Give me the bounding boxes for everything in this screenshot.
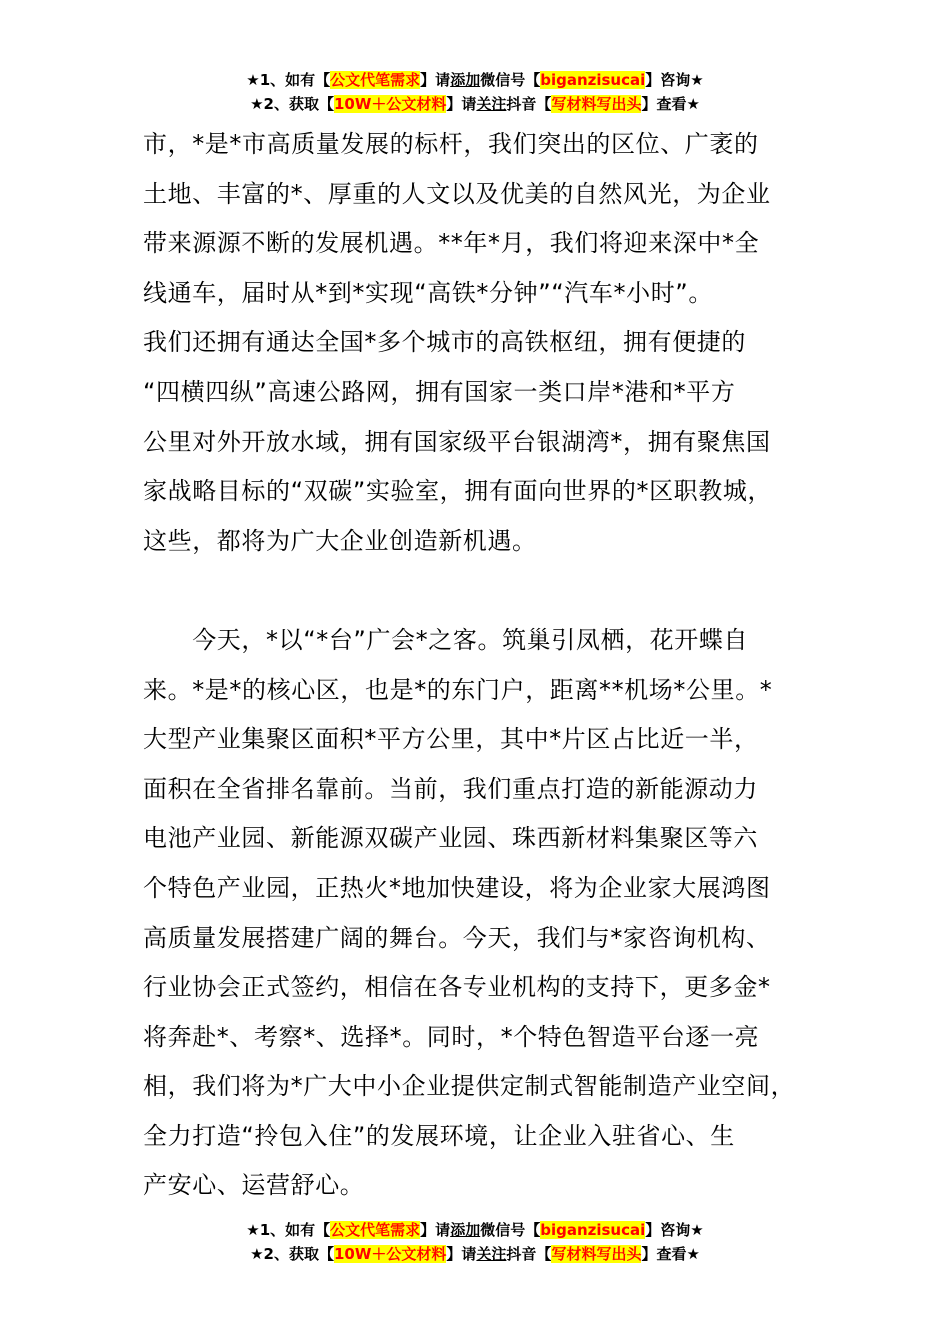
footer-banner-line-1: ★1、如有【公文代笔需求】请添加微信号【biganzisucai】咨询★ bbox=[246, 1221, 704, 1239]
paragraph-2 bbox=[143, 616, 833, 1211]
footer-highlight-wechat-id: biganzisucai bbox=[540, 1221, 646, 1239]
paragraph-line: 今天，*以“*台”广会*之客。筑巢引凤栖，花开蝶自 bbox=[143, 625, 749, 654]
paragraph-line: 线通车，届时从*到*实现“高铁*分钟”“汽车*小时”。 bbox=[143, 278, 713, 307]
footer-banner-line-2: ★2、获取【10W＋公文材料】请关注抖音【写材料写出头】查看★ bbox=[250, 1245, 700, 1263]
header-highlight-materials: 10W＋公文材料 bbox=[333, 95, 447, 113]
paragraph-line: 电池产业园、新能源双碳产业园、珠西新材料集聚区等六 bbox=[143, 824, 758, 853]
header-banner-line-1: ★1、如有【公文代笔需求】请添加微信号【biganzisucai】咨询★ bbox=[246, 71, 704, 89]
paragraph-line: 面积在全省排名靠前。当前，我们重点打造的新能源动力 bbox=[143, 774, 758, 803]
paragraph-line: 产安心、运营舒心。 bbox=[143, 1171, 365, 1200]
paragraph-line: “四横四纵”高速公路网，拥有国家一类口岸*港和*平方 bbox=[143, 377, 736, 406]
document-body bbox=[143, 120, 833, 1211]
paragraph-1 bbox=[143, 120, 833, 566]
paragraph-line: 相，我们将为*广大中小企业提供定制式智能制造产业空间， bbox=[143, 1072, 796, 1101]
paragraph-line: 我们还拥有通达全国*多个城市的高铁枢纽，拥有便捷的 bbox=[143, 328, 746, 357]
paragraph-line: 带来源源不断的发展机遇。**年*月，我们将迎来深中*全 bbox=[143, 229, 760, 258]
footer-underline-add: 添加 bbox=[450, 1221, 481, 1239]
footer-highlight-materials: 10W＋公文材料 bbox=[333, 1245, 447, 1263]
paragraph-spacer bbox=[143, 566, 833, 616]
footer-underline-follow: 关注 bbox=[476, 1245, 507, 1263]
paragraph-line: 行业协会正式签约，相信在各专业机构的支持下，更多金* bbox=[143, 973, 771, 1002]
paragraph-line: 来。*是*的核心区，也是*的东门户，距离**机场*公里。* bbox=[143, 675, 773, 704]
paragraph-line: 市，*是*市高质量发展的标杆，我们突出的区位、广袤的 bbox=[143, 130, 759, 158]
paragraph-line: 这些，都将为广大企业创造新机遇。 bbox=[143, 526, 537, 555]
paragraph-line: 将奔赴*、考察*、选择*。同时，*个特色智造平台逐一亮 bbox=[143, 1022, 760, 1051]
footer-banner bbox=[0, 1218, 950, 1266]
paragraph-line: 公里对外开放水域，拥有国家级平台银湖湾*，拥有聚焦国 bbox=[143, 427, 771, 456]
paragraph-line: 土地、丰富的*、厚重的人文以及优美的自然风光，为企业 bbox=[143, 179, 771, 208]
header-highlight-douyin-account: 写材料写出头 bbox=[551, 95, 642, 113]
footer-highlight-service: 公文代笔需求 bbox=[330, 1221, 421, 1239]
header-banner bbox=[0, 68, 950, 116]
header-underline-follow: 关注 bbox=[476, 95, 507, 113]
footer-highlight-douyin-account: 写材料写出头 bbox=[551, 1245, 642, 1263]
header-highlight-wechat-id: biganzisucai bbox=[540, 71, 646, 89]
header-highlight-service: 公文代笔需求 bbox=[330, 71, 421, 89]
header-banner-line-2: ★2、获取【10W＋公文材料】请关注抖音【写材料写出头】查看★ bbox=[250, 95, 700, 113]
paragraph-line: 家战略目标的“双碳”实验室，拥有面向世界的*区职教城， bbox=[143, 477, 773, 506]
paragraph-line: 全力打造“拎包入住”的发展环境，让企业入驻省心、生 bbox=[143, 1121, 735, 1150]
paragraph-line: 个特色产业园，正热火*地加快建设，将为企业家大展鸿图 bbox=[143, 873, 771, 902]
header-underline-add: 添加 bbox=[450, 71, 481, 89]
paragraph-line: 高质量发展搭建广阔的舞台。今天，我们与*家咨询机构、 bbox=[143, 923, 771, 952]
paragraph-line: 大型产业集聚区面积*平方公里，其中*片区占比近一半， bbox=[143, 725, 759, 754]
